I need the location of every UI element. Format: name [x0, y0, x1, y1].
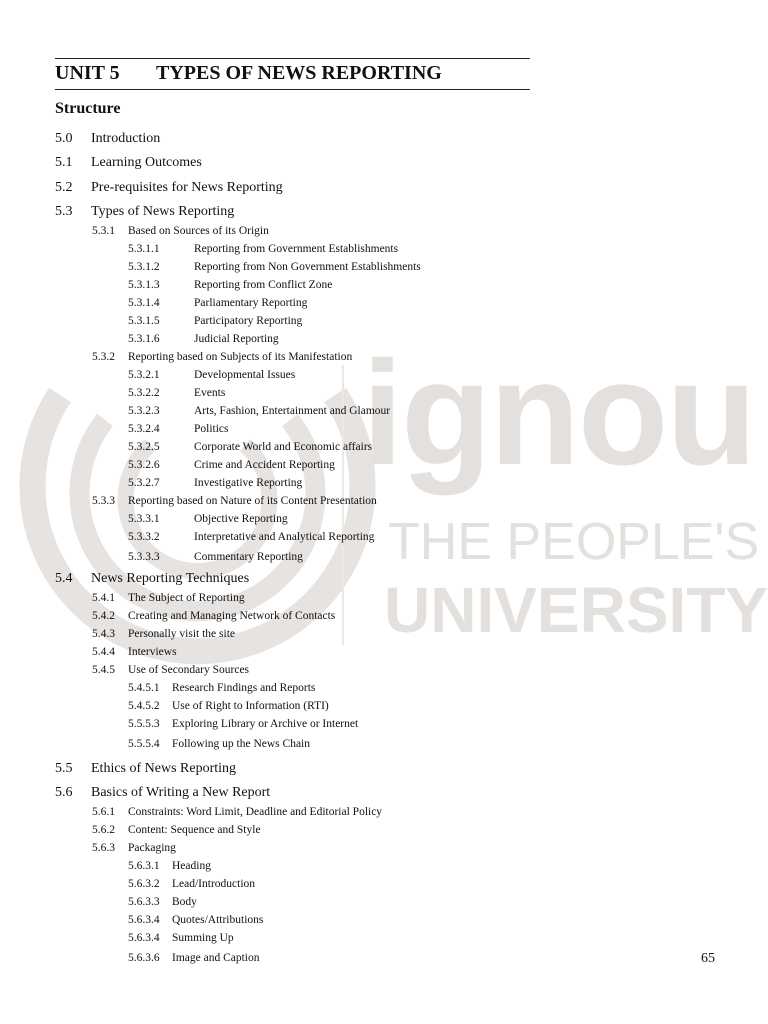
toc-entry-number: 5.6.3.6	[128, 952, 160, 964]
toc-entry-number: 5.1	[55, 155, 73, 170]
toc-entry-text: Politics	[194, 423, 229, 435]
toc-entry-text: Heading	[172, 860, 211, 872]
toc-entry-number: 5.0	[55, 131, 73, 146]
toc-entry-number: 5.3.1.5	[128, 315, 160, 327]
toc-entry-number: 5.3.2.7	[128, 477, 160, 489]
toc-entry-number: 5.4.5	[92, 664, 115, 676]
toc-entry-number: 5.3.2.4	[128, 423, 160, 435]
toc-entry-text: Learning Outcomes	[91, 155, 202, 170]
toc-entry-number: 5.6.3.1	[128, 860, 160, 872]
toc-entry-number: 5.3.3.1	[128, 513, 160, 525]
toc-entry-text: Introduction	[91, 131, 161, 146]
toc-entry-number: 5.4.1	[92, 592, 115, 604]
title-rule-bottom	[55, 89, 530, 90]
toc-entry-number: 5.4.5.2	[128, 700, 160, 712]
toc-entry-text: Corporate World and Economic affairs	[194, 441, 373, 453]
toc-entry-number: 5.4.5.1	[128, 682, 160, 694]
toc-entry-number: 5.6.1	[92, 806, 115, 818]
toc-entry-number: 5.6.3	[92, 842, 115, 854]
toc-entry-text: Body	[172, 896, 197, 908]
toc-entry-number: 5.6.3.4	[128, 914, 160, 926]
toc-entry-text: Based on Sources of its Origin	[128, 225, 269, 237]
toc-entry-number: 5.5	[55, 761, 73, 776]
toc-entry-number: 5.4.4	[92, 646, 115, 658]
toc-entry-number: 5.6	[55, 785, 73, 800]
toc-entry-text: Developmental Issues	[194, 369, 296, 381]
unit-heading	[55, 62, 442, 84]
toc-entry-text: Packaging	[128, 842, 176, 854]
toc-entry-text: Personally visit the site	[128, 628, 236, 640]
toc-entry-number: 5.2	[55, 180, 73, 195]
toc-entry-number: 5.3.1.1	[128, 243, 160, 255]
toc-entry-text: Research Findings and Reports	[172, 682, 316, 694]
toc-entry-number: 5.3	[55, 204, 73, 219]
toc-entry-text: Reporting based on Nature of its Content Presentation	[128, 495, 377, 507]
toc-entry-number: 5.4.3	[92, 628, 115, 640]
toc-entry-text: Constraints: Word Limit, Deadline and Editorial Policy	[128, 806, 383, 818]
toc-entry-number: 5.6.3.4	[128, 932, 160, 944]
toc-entry-text: Arts, Fashion, Entertainment and Glamour	[194, 405, 391, 417]
toc-entry-number: 5.3.1	[92, 225, 115, 237]
toc-entry-text: Pre-requisites for News Reporting	[91, 180, 283, 195]
toc-entry-number: 5.3.2.3	[128, 405, 160, 417]
toc-entry-number: 5.3.1.4	[128, 297, 160, 309]
toc-entry-text: Objective Reporting	[194, 513, 288, 525]
toc-entry-text: Reporting from Government Establishments	[194, 243, 399, 255]
toc-entry-number: 5.3.1.6	[128, 333, 160, 345]
toc-entry-text: Participatory Reporting	[194, 315, 303, 327]
toc-entry-text: Lead/Introduction	[172, 878, 256, 890]
watermark-line1: THE PEOPLE'S	[388, 513, 760, 571]
toc-entry-text: Ethics of News Reporting	[91, 761, 237, 776]
toc-entry-text: The Subject of Reporting	[128, 592, 245, 604]
unit-title: TYPES OF NEWS REPORTING	[156, 62, 442, 84]
toc-entry-number: 5.5.5.4	[128, 738, 160, 750]
toc-entry-number: 5.3.2	[92, 351, 115, 363]
toc-entry-number: 5.3.2.2	[128, 387, 160, 399]
toc-entry-text: Interviews	[128, 646, 177, 658]
toc-entry-text: Reporting based on Subjects of its Manifestation	[128, 351, 353, 363]
toc-entry-text: Types of News Reporting	[91, 204, 235, 219]
toc-entry-text: Judicial Reporting	[194, 333, 279, 345]
title-rule-top	[55, 58, 530, 59]
toc-entry-text: Summing Up	[172, 932, 234, 944]
toc-entry-text: Use of Right to Information (RTI)	[172, 700, 329, 712]
toc-entry-text: Reporting from Non Government Establishments	[194, 261, 421, 273]
toc-entry-number: 5.6.3.2	[128, 878, 160, 890]
toc-entry-text: Use of Secondary Sources	[128, 664, 250, 676]
toc-entry-text: Exploring Library or Archive or Internet	[172, 718, 359, 730]
toc-entry-number: 5.6.2	[92, 824, 115, 836]
watermark-brand: ignou	[362, 331, 755, 496]
toc-entry-number: 5.3.2.1	[128, 369, 160, 381]
toc-entry-number: 5.3.1.2	[128, 261, 160, 273]
watermark-line2: UNIVERSITY	[384, 574, 768, 646]
toc-entry-text: Reporting from Conflict Zone	[194, 279, 333, 291]
toc-entry-number: 5.3.3	[92, 495, 115, 507]
toc-entry-text: Following up the News Chain	[172, 738, 310, 750]
toc-entry-text: Parliamentary Reporting	[194, 297, 308, 309]
toc-entry-text: Crime and Accident Reporting	[194, 459, 335, 471]
unit-number: UNIT 5	[55, 62, 120, 84]
toc-entry-number: 5.3.2.6	[128, 459, 160, 471]
toc-entry-number: 5.3.3.2	[128, 531, 160, 543]
toc-entry-text: Investigative Reporting	[194, 477, 303, 489]
toc-entry-number: 5.6.3.3	[128, 896, 160, 908]
toc-entry-text: Interpretative and Analytical Reporting	[194, 531, 375, 543]
toc-entry-text: Content: Sequence and Style	[128, 824, 261, 836]
toc-entry-text: News Reporting Techniques	[91, 571, 250, 586]
toc-entry-text: Commentary Reporting	[194, 551, 303, 563]
toc-entry-number: 5.4.2	[92, 610, 115, 622]
toc-entry-number: 5.4	[55, 571, 73, 586]
toc-entry-text: Image and Caption	[172, 952, 260, 964]
toc-entry-text: Basics of Writing a New Report	[91, 785, 271, 800]
toc-entry-text: Quotes/Attributions	[172, 914, 264, 926]
toc-entry-number: 5.3.1.3	[128, 279, 160, 291]
page-number: 65	[701, 951, 715, 966]
toc-entry-number: 5.5.5.3	[128, 718, 160, 730]
toc-entry-number: 5.3.2.5	[128, 441, 160, 453]
toc-entry-text: Events	[194, 387, 226, 399]
structure-heading: Structure	[55, 100, 121, 117]
toc-entry-text: Creating and Managing Network of Contacts	[128, 610, 336, 622]
toc-entry-number: 5.3.3.3	[128, 551, 160, 563]
